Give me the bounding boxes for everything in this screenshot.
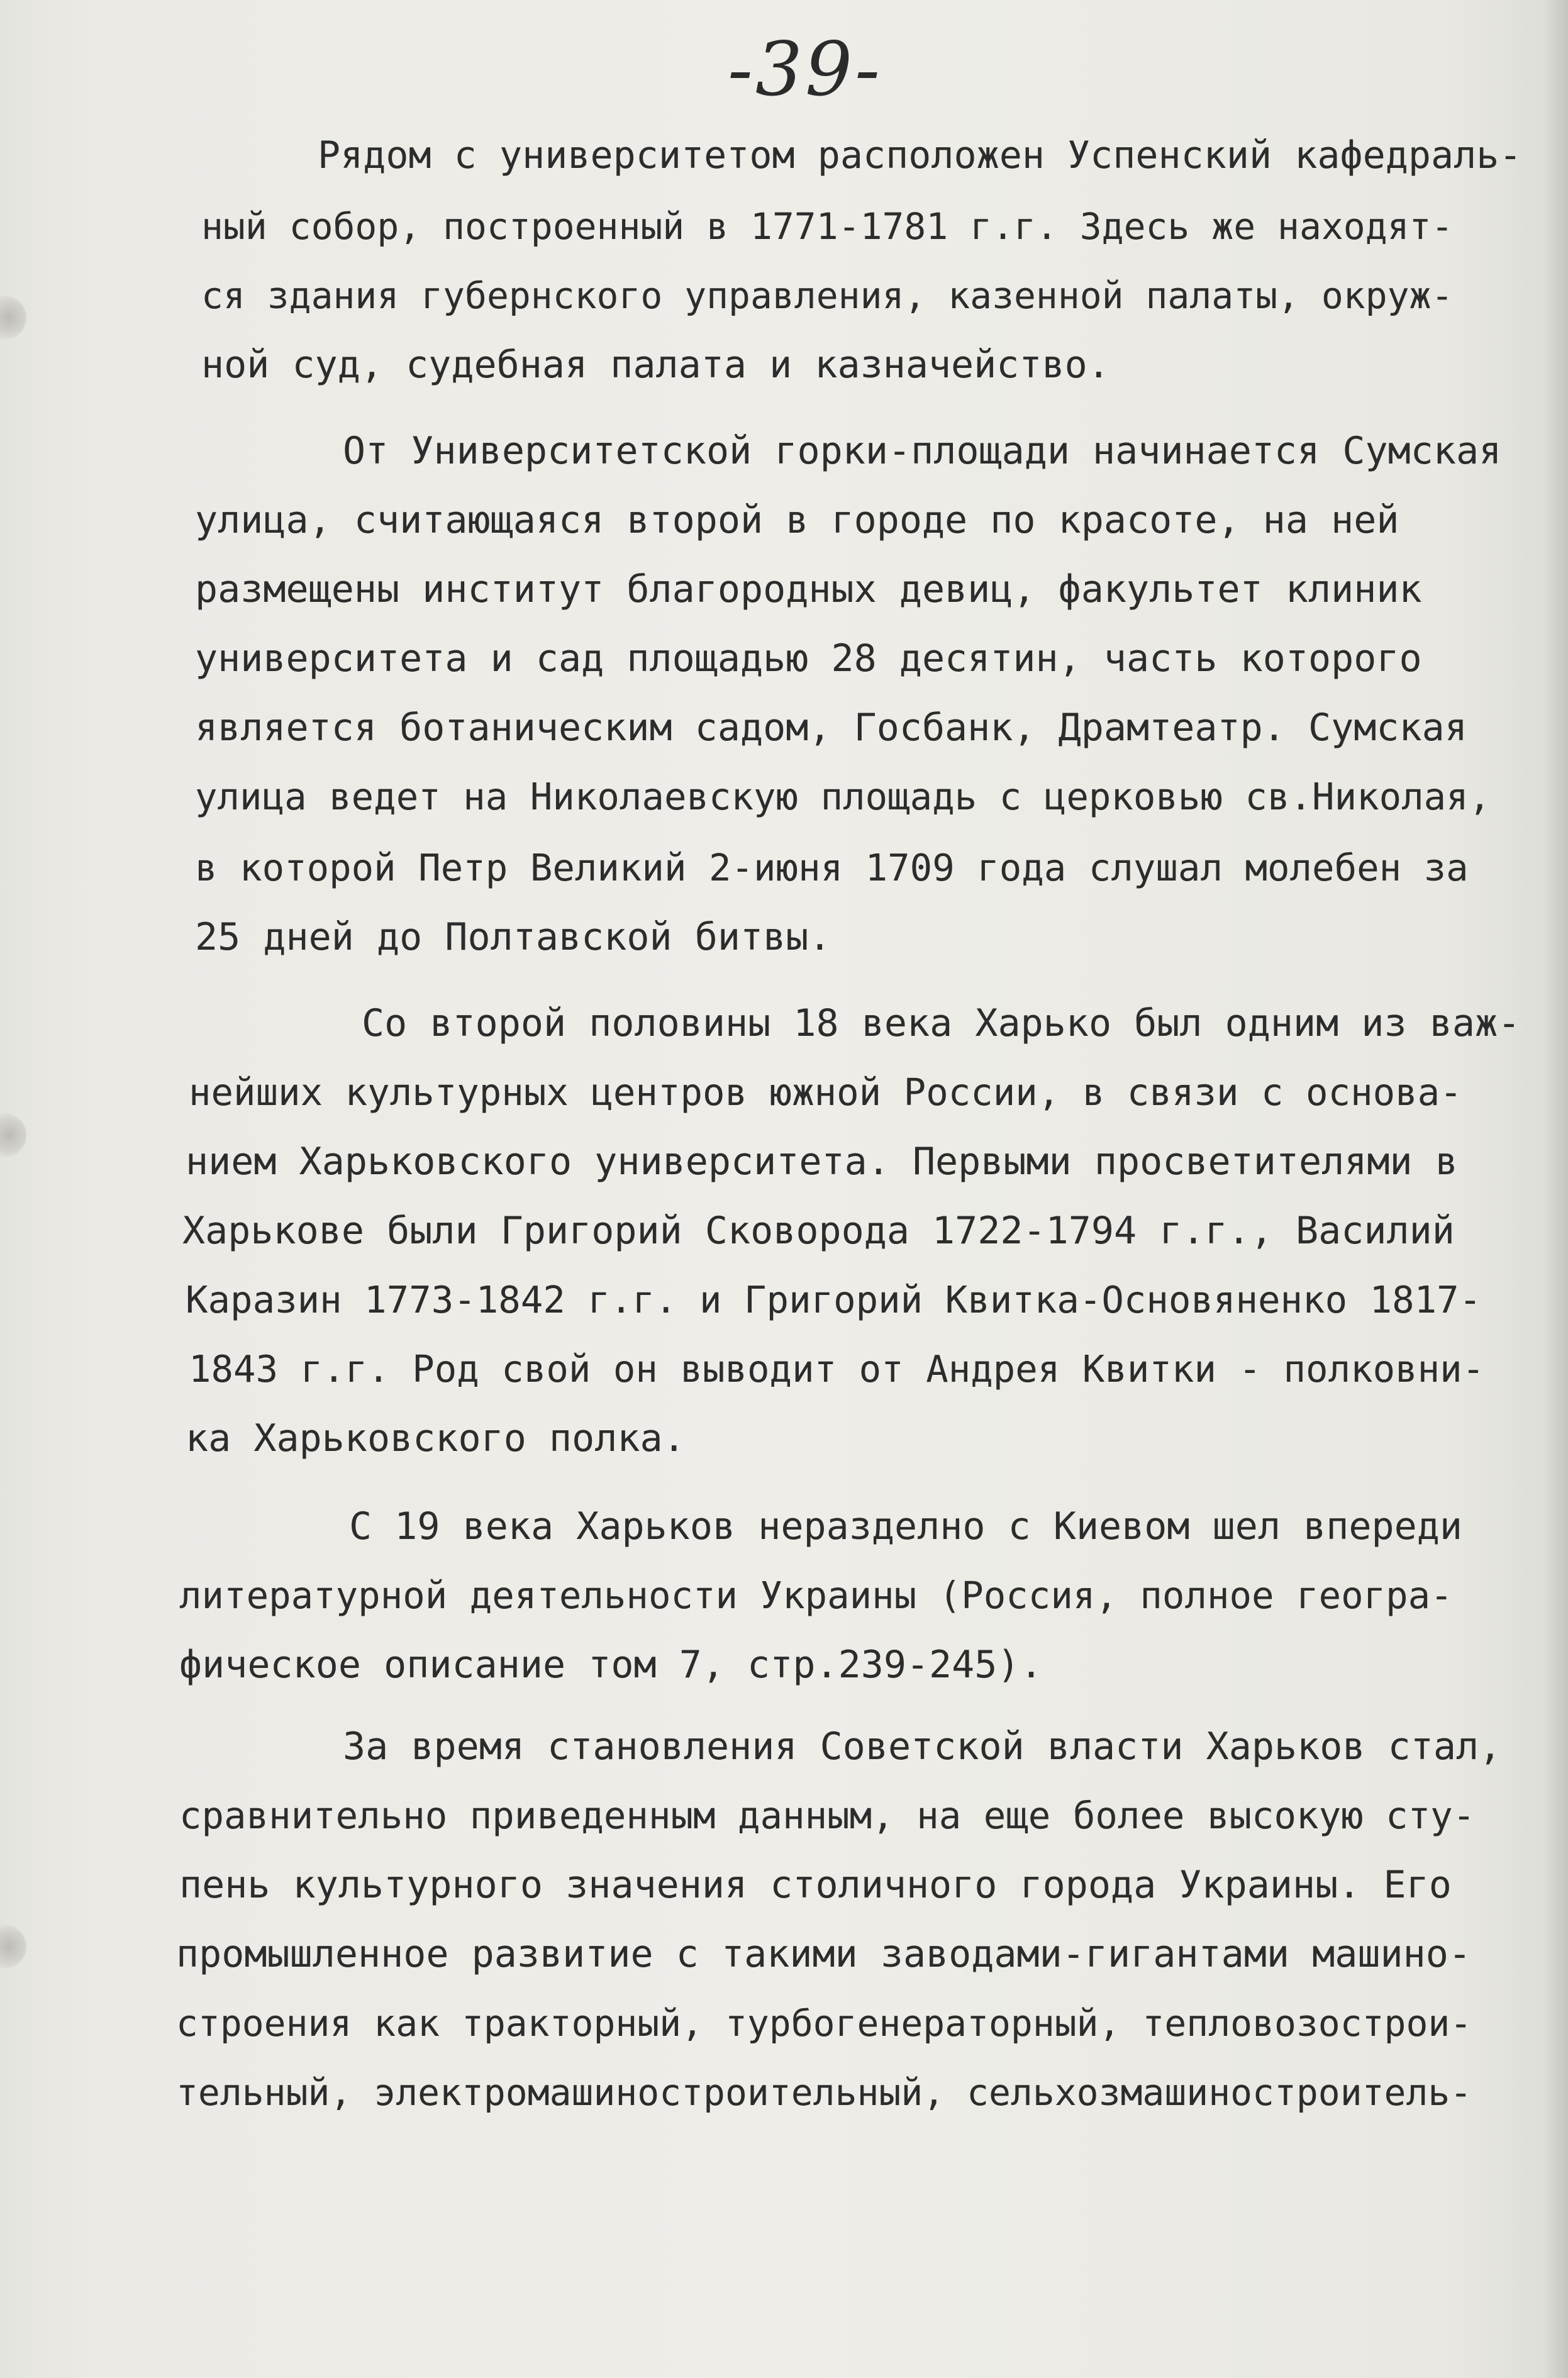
text-line: Со второй половины 18 века Харько был одним из важ- [362,1001,1521,1045]
text-line: улица ведет на Николаевскую площадь с церковью св.Николая, [195,775,1491,818]
page-number: -39- [728,26,882,113]
text-line: пень культурного значения столичного города Украины. Его [179,1863,1452,1907]
text-line: тельный, электромашиностроительный, сельхозмашиностроитель- [176,2071,1472,2114]
text-line: промышленное развитие с такими заводами-гигантами машино- [176,1932,1472,1976]
text-line: размещены институт благородных девиц, факультет клиник [195,567,1422,611]
text-line: фическое описание том 7, стр.239-245). [179,1643,1043,1687]
text-line: ный собор, построенный в 1771-1781 г.г. Здесь же находят- [201,205,1454,248]
punch-hole [0,1925,26,1969]
text-line: нием Харьковского университета. Первыми просветителями в [186,1140,1458,1184]
text-line: С 19 века Харьков неразделно с Киевом шел впереди [349,1504,1463,1548]
text-line: ка Харьковского полка. [186,1416,686,1460]
text-line: строения как тракторный, турбогенераторный, тепловозострои- [176,2002,1472,2045]
text-line: является ботаническим садом, Госбанк, Драмтеатр. Сумская [195,706,1467,750]
text-line: 1843 г.г. Род свой он выводит от Андрея Квитки - полковни- [189,1347,1485,1391]
punch-hole [0,1113,26,1157]
text-line: ся здания губернского управления, казенной палаты, окруж- [201,274,1454,317]
text-line: в которой Петр Великий 2-июня 1709 года слушал молебен за [195,846,1469,889]
text-line: От Университетской горки-площади начинается Сумская [343,429,1502,473]
text-line: За время становления Советской власти Харьков стал, [343,1725,1502,1769]
text-line: литературной деятельности Украины (Россия, полное геогра- [179,1574,1453,1617]
text-line: улица, считающаяся второй в городе по красоте, на ней [195,498,1399,542]
text-line: ной суд, судебная палата и казначейство. [201,343,1110,387]
text-line: Рядом с университетом расположен Успенский кафедраль- [318,133,1522,177]
text-line: Каразин 1773-1842 г.г. и Григорий Квитка-Основяненко 1817- [186,1278,1482,1321]
text-line: сравнительно приведенным данным, на еще более высокую сту- [179,1794,1476,1837]
page-edge-shadow [1543,0,1568,2378]
text-line: Харькове были Григорий Сковорода 1722-1794 г.г., Василий [182,1209,1455,1253]
punch-hole [0,296,26,340]
text-line: университета и сад площадью 28 десятин, часть которого [195,636,1422,681]
text-line: 25 дней до Полтавской битвы. [195,915,831,959]
text-line: нейших культурных центров южной России, в связи с основа- [189,1070,1462,1114]
